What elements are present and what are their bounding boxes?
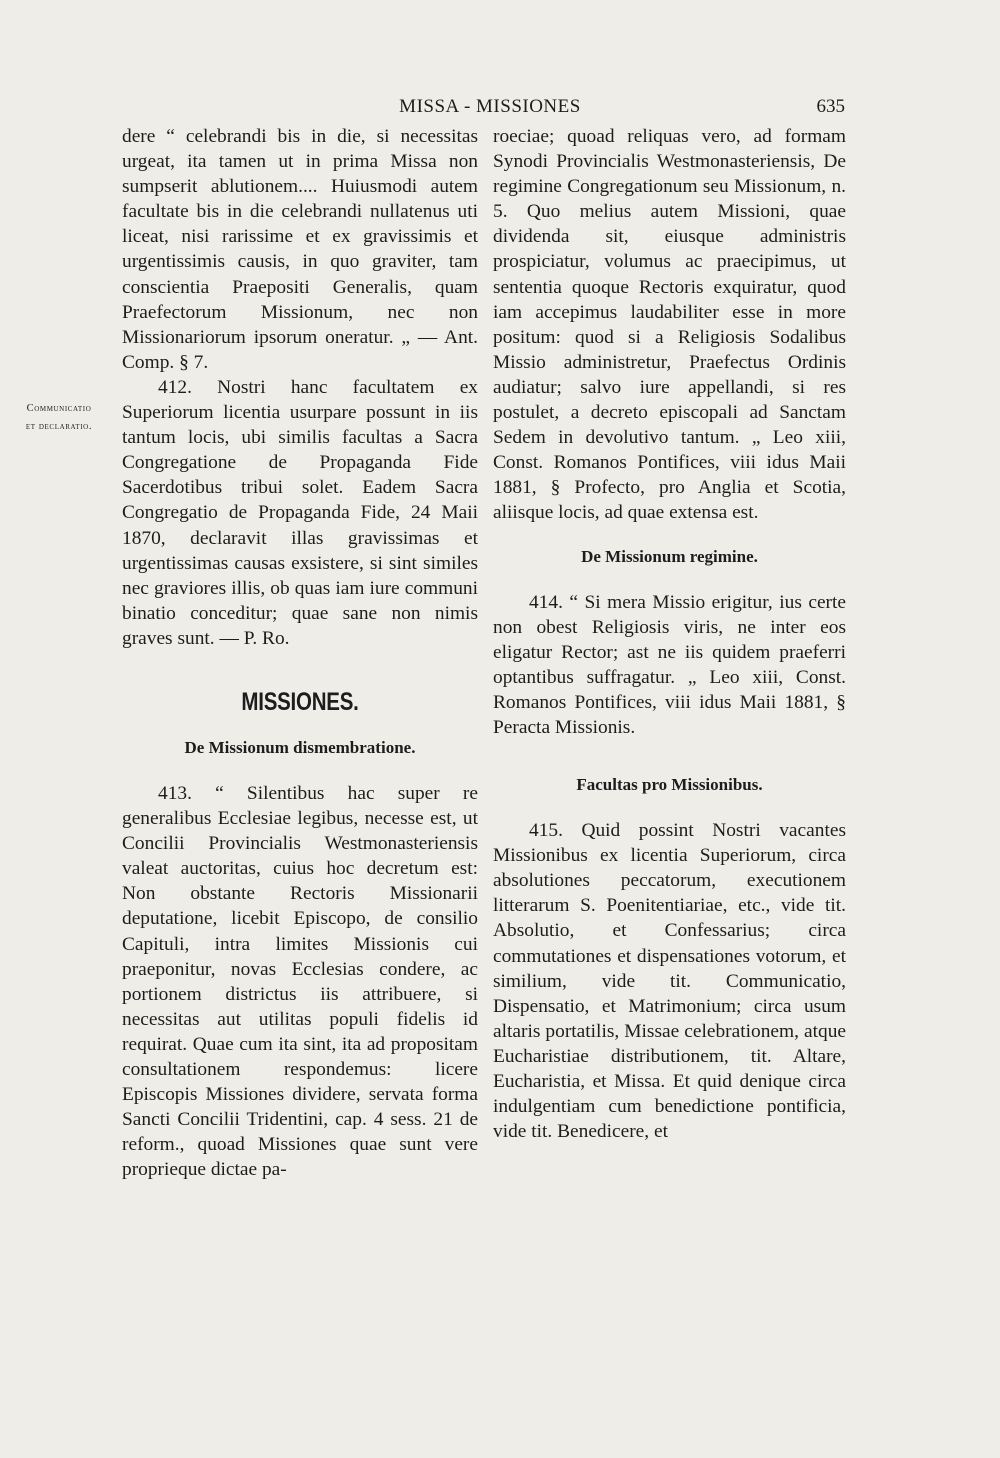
subsection-heading: De Missionum regimine.	[581, 546, 758, 566]
paragraph: roeciae; quoad reliquas vero, ad formam Synodi Provincialis Westmonasteriensis, De regimine Congregationum seu Missionum, n. 5. Quo melius autem Missioni, quae dividenda sit, eiusque administris prospiciatur, volumus ac praecipimus, ut sententia quoque Rectoris exquiratur, quod iam accepimus laudabiliter esse in more positum: quod si a Religiosis Sodalibus Missio administretur, Praefectus Ordinis audiatur; salvo iure appellandi, si res postulet, a decreto episcopali ad Sanctam Sedem in devolutivo tantum. „ Leo xiii, Const. Romanos Pontifices, viii idus Maii 1881, § Profecto, pro Anglia et Scotia, aliisque locis, ad quae extensa est.	[493, 126, 846, 524]
page-number: 635	[816, 96, 845, 117]
paragraph-415: 415. Quid possint Nostri vacantes Missionibus ex licentia Superiorum, circa absolutiones peccatorum, executionem litterarum S. Poenitentiariae, etc., vide tit. Absolutio, et Confessarius; circa commutationes et dispensationes votorum, et similium, vide tit. Communicatio, Dispensatio, et Matrimonium; circa usum altaris portatilis, Missae celebrationem, atque Eucharistiae distributionem, tit. Altare, Eucharistia, et Missa. Et quid denique circa indulgentiam cum benedictione pontificia, vide tit. Benedicere, et	[493, 820, 846, 1143]
margin-note-line: Communicatio	[26, 403, 92, 414]
margin-note-line: et declaratio.	[25, 421, 93, 432]
paragraph: dere “ celebrandi bis in die, si necessitas urgeat, ita tamen ut in prima Missa non sumpserit ablutionem.... Huiusmodi autem facultate bis in die celebrandi nullatenus uti liceat, nisi rarissime et ex gravissimis et urgentissimis causis, in quo graviter, tam conscientia Praepositi Generalis, quam Praefectorum Missionum, nec non Missionariorum ipsorum oneratur. „ — Ant. Comp. § 7.	[122, 126, 478, 373]
subsection-heading: Facultas pro Missionibus.	[576, 775, 763, 795]
subsection-heading: De Missionum dismembratione.	[184, 737, 416, 757]
paragraph-412: 412. Nostri hanc facultatem ex Superiorum licentia usurpare possunt in iis tantum locis, ubi similis facultas a Sacra Congregatione de Propaganda Fide Sacerdotibus tribui solet. Eadem Sacra Congregatio de Propaganda Fide, 24 Maii 1870, declaravit illas gravissimas et urgentissimas causas exsistere, si sint similes nec graviores illis, ob quas iam iure communi binatio conceditur; quae sane non nimis graves sunt. — P. Ro.	[122, 376, 478, 649]
margin-note	[4, 400, 114, 436]
left-column	[122, 124, 478, 1182]
running-header: MISSA - MISSIONES	[399, 96, 581, 117]
right-column	[493, 124, 846, 1144]
paragraph-413: 413. “ Silentibus hac super re generalibus Ecclesiae legibus, necesse est, ut Concilii Provincialis Westmonasteriensis valeat auctoritas, cuius hoc decretum est: Non obstante Rectoris Missionarii deputatione, licebit Episcopo, de consilio Capituli, intra limites Missionis cui praeponitur, novas Ecclesias condere, ac portionem districtus iis attribuere, si necessitas aut utilitas populi fidelis id requirat. Quae cum ita sint, ita ad propositam consultationem respondemus: licere Episcopis Missiones dividere, servata forma Sancti Concilii Tridentini, cap. 4 sess. 21 de reform., quoad Missiones quae sunt vere proprieque dictae pa-	[122, 782, 478, 1181]
section-title: MISSIONES.	[241, 687, 359, 716]
paragraph-414: 414. “ Si mera Missio erigitur, ius certe non obest Religiosis viris, ne inter eos eligatur Rector; ast ne iis quidem praeferri optantibus suffragatur. „ Leo xiii, Const. Romanos Pontifices, viii idus Maii 1881, § Peracta Missionis.	[493, 591, 846, 738]
